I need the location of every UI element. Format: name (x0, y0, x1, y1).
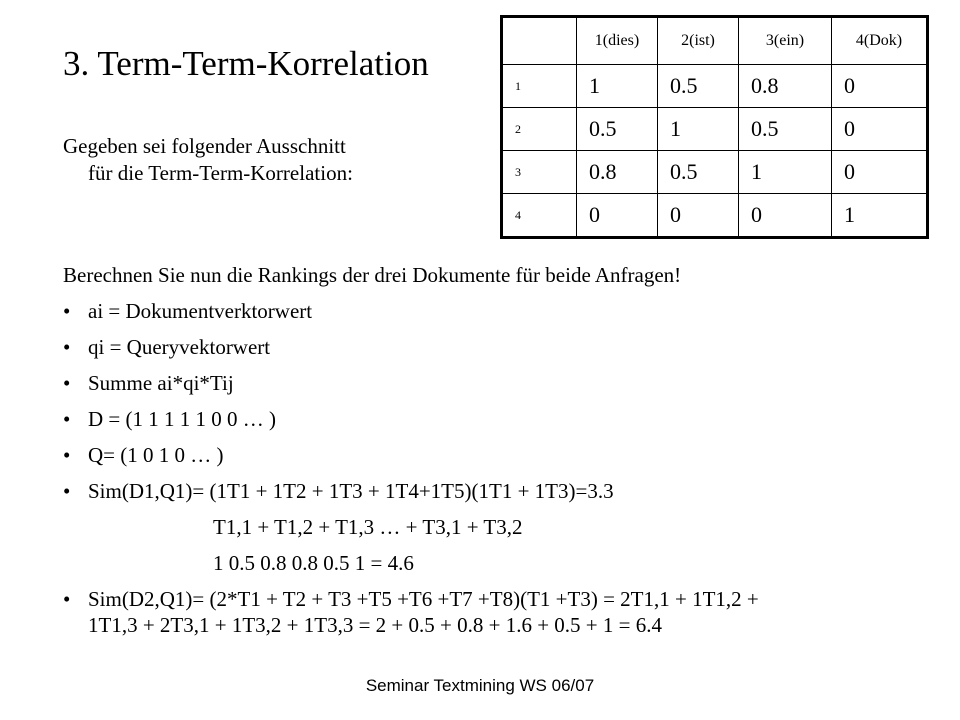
matrix-row (502, 108, 928, 151)
intro-line-1: Gegeben sei folgender Ausschnitt (63, 134, 346, 158)
intro-text (63, 133, 353, 187)
bullet-marker: • (63, 335, 71, 359)
matrix-cell: 0 (658, 194, 739, 238)
matrix-cell: 0.5 (658, 151, 739, 194)
bullet-marker: • (63, 479, 71, 503)
matrix-corner-cell (502, 17, 577, 65)
bullet-text: Summe ai*qi*Tij (88, 371, 234, 395)
matrix-header-cell: 2(ist) (658, 17, 739, 65)
matrix-cell: 0 (832, 65, 928, 108)
slide-title: 3. Term-Term-Korrelation (63, 44, 429, 83)
bullet-marker: • (63, 443, 71, 467)
bullet-marker: • (63, 299, 71, 323)
matrix-header-cell: 3(ein) (739, 17, 832, 65)
matrix-header-row (502, 17, 928, 65)
bullet-text: Q= (1 0 1 0 … ) (88, 443, 224, 467)
matrix-row-label: 1 (502, 65, 577, 108)
matrix-header-cell: 1(dies) (577, 17, 658, 65)
task-instruction: Berechnen Sie nun die Rankings der drei Dokumente für beide Anfragen! (63, 263, 682, 287)
matrix-cell: 0.8 (739, 65, 832, 108)
matrix-cell: 1 (577, 65, 658, 108)
bullet-marker: • (63, 587, 71, 611)
matrix-header-cell: 4(Dok) (832, 17, 928, 65)
intro-line-2: für die Term-Term-Korrelation: (88, 161, 353, 185)
bullet-text: Sim(D1,Q1)= (1T1 + 1T2 + 1T3 + 1T4+1T5)(1T1 + 1T3)=3.3 (88, 479, 614, 503)
bullet-text: ai = Dokumentverktorwert (88, 299, 313, 323)
bullet-text: qi = Queryvektorwert (88, 335, 271, 359)
matrix-cell: 0.5 (739, 108, 832, 151)
matrix-cell: 0 (832, 151, 928, 194)
bullet-text: Sim(D2,Q1)= (2*T1 + T2 + T3 +T5 +T6 +T7 +T8)(T1 +T3) = 2T1,1 + 1T1,2 + (88, 587, 759, 611)
bullet-text: D = (1 1 1 1 1 0 0 … ) (88, 407, 276, 431)
matrix-row-label: 4 (502, 194, 577, 238)
matrix-cell: 0 (739, 194, 832, 238)
formula-continuation: T1,1 + T1,2 + T1,3 … + T3,1 + T3,2 (213, 515, 523, 539)
slide-footer: Seminar Textmining WS 06/07 (365, 676, 595, 695)
matrix-cell: 1 (739, 151, 832, 194)
matrix-row-label: 3 (502, 151, 577, 194)
matrix-cell: 0.5 (577, 108, 658, 151)
matrix-row (502, 194, 928, 238)
matrix-cell: 0.5 (658, 65, 739, 108)
bullet-marker: • (63, 407, 71, 431)
correlation-matrix (500, 15, 929, 239)
matrix-cell: 1 (658, 108, 739, 151)
bullet-text-continuation: 1T1,3 + 2T3,1 + 1T3,2 + 1T3,3 = 2 + 0.5 + 0.8 + 1.6 + 0.5 + 1 = 6.4 (88, 613, 662, 637)
matrix-cell: 0.8 (577, 151, 658, 194)
matrix-row (502, 151, 928, 194)
matrix-cell: 0 (832, 108, 928, 151)
matrix-row-label: 2 (502, 108, 577, 151)
matrix-cell: 1 (832, 194, 928, 238)
bullet-marker: • (63, 371, 71, 395)
matrix-cell: 0 (577, 194, 658, 238)
formula-continuation: 1 0.5 0.8 0.8 0.5 1 = 4.6 (213, 551, 414, 575)
matrix-row (502, 65, 928, 108)
